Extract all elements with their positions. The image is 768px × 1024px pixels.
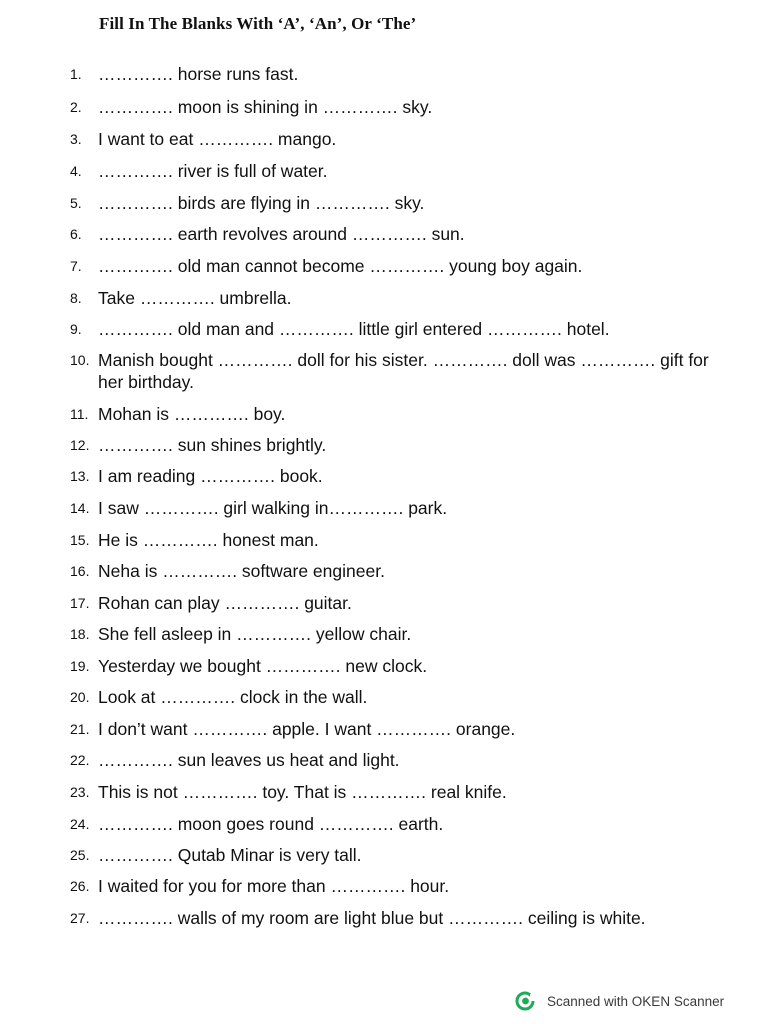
scanner-watermark bbox=[515, 990, 724, 1012]
item-number: 21. bbox=[70, 721, 90, 737]
item-text: Neha is …………. software engineer. bbox=[98, 561, 385, 581]
item-text: …………. moon is shining in …………. sky. bbox=[98, 97, 433, 117]
item-text: I am reading …………. book. bbox=[98, 466, 323, 486]
oken-scanner-logo-icon bbox=[515, 991, 535, 1011]
item-text: …………. moon goes round …………. earth. bbox=[98, 814, 444, 834]
item-number: 25. bbox=[70, 847, 90, 863]
item-text: I want to eat …………. mango. bbox=[98, 129, 337, 149]
item-number: 4. bbox=[70, 163, 82, 179]
item-number: 10. bbox=[70, 352, 90, 368]
item-text: …………. sun leaves us heat and light. bbox=[98, 750, 400, 770]
item-number: 1. bbox=[70, 66, 82, 82]
item-text: …………. old man cannot become …………. young boy again. bbox=[98, 256, 583, 276]
item-number: 15. bbox=[70, 532, 90, 548]
item-number: 3. bbox=[70, 131, 82, 147]
item-number: 22. bbox=[70, 752, 90, 768]
item-number: 20. bbox=[70, 689, 90, 705]
scanner-watermark-text: Scanned with OKEN Scanner bbox=[547, 993, 725, 1009]
item-number: 26. bbox=[70, 878, 90, 894]
item-text: He is …………. honest man. bbox=[98, 530, 319, 550]
item-text: …………. sun shines brightly. bbox=[98, 435, 327, 455]
item-number: 24. bbox=[70, 816, 90, 832]
item-number: 11. bbox=[70, 406, 89, 422]
item-number: 9. bbox=[70, 321, 82, 337]
item-number: 6. bbox=[70, 226, 82, 242]
item-number: 7. bbox=[70, 258, 82, 274]
item-text: Rohan can play …………. guitar. bbox=[98, 593, 352, 613]
item-text: I waited for you for more than …………. hour. bbox=[98, 876, 450, 896]
item-text: Yesterday we bought …………. new clock. bbox=[98, 656, 428, 676]
item-text: She fell asleep in …………. yellow chair. bbox=[98, 624, 412, 644]
item-text: …………. river is full of water. bbox=[98, 161, 328, 181]
item-text: Manish bought …………. doll for his sister. …………. doll was …………. gift for her birthday. bbox=[98, 350, 709, 392]
item-text: …………. birds are flying in …………. sky. bbox=[98, 193, 425, 213]
item-number: 12. bbox=[70, 437, 90, 453]
item-text: …………. earth revolves around …………. sun. bbox=[98, 224, 465, 244]
item-text: Mohan is …………. boy. bbox=[98, 404, 286, 424]
worksheet-title: Fill In The Blanks With ‘A’, ‘An’, Or ‘The’ bbox=[99, 14, 417, 33]
item-number: 16. bbox=[70, 563, 90, 579]
item-number: 8. bbox=[70, 290, 82, 306]
item-number: 23. bbox=[70, 784, 90, 800]
item-text: I don’t want …………. apple. I want …………. orange. bbox=[98, 719, 516, 739]
item-text: Look at …………. clock in the wall. bbox=[98, 687, 368, 707]
item-text: Take …………. umbrella. bbox=[98, 288, 292, 308]
item-number: 19. bbox=[70, 658, 90, 674]
item-text: …………. old man and …………. little girl entered …………. hotel. bbox=[98, 319, 610, 339]
item-text: This is not …………. toy. That is …………. real knife. bbox=[98, 782, 507, 802]
item-number: 5. bbox=[70, 195, 82, 211]
item-number: 27. bbox=[70, 910, 90, 926]
item-text: …………. Qutab Minar is very tall. bbox=[98, 845, 362, 865]
item-number: 17. bbox=[70, 595, 90, 611]
item-text: …………. walls of my room are light blue but …………. ceiling is white. bbox=[98, 908, 646, 928]
item-number: 2. bbox=[70, 99, 82, 115]
item-number: 13. bbox=[70, 468, 90, 484]
item-number: 14. bbox=[70, 500, 90, 516]
item-number: 18. bbox=[70, 626, 90, 642]
item-text: …………. horse runs fast. bbox=[98, 64, 299, 84]
item-text: I saw …………. girl walking in…………. park. bbox=[98, 498, 448, 518]
